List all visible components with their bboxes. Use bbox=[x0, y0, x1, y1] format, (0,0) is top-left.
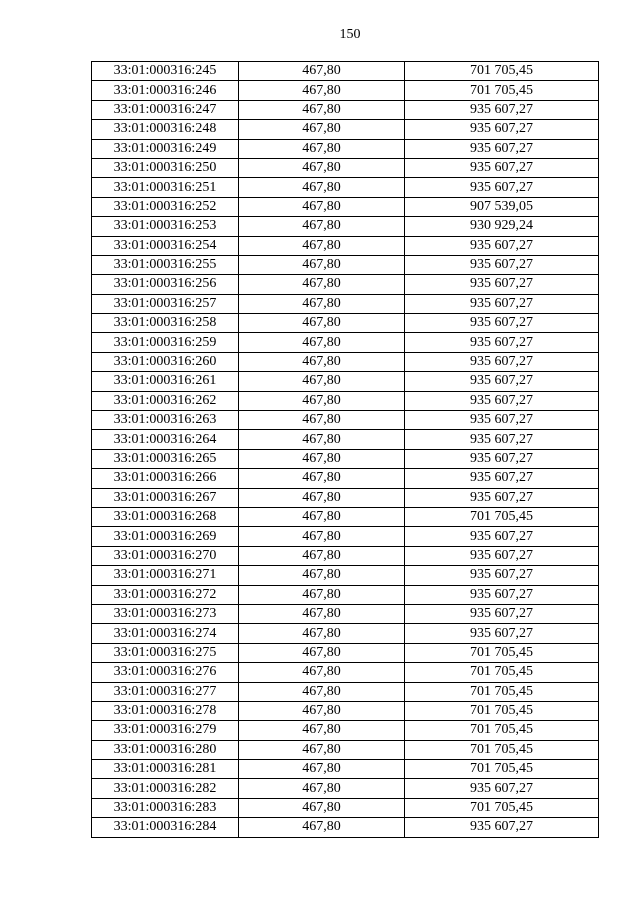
area-cell: 467,80 bbox=[239, 255, 405, 274]
value-cell: 701 705,45 bbox=[405, 81, 599, 100]
value-cell: 935 607,27 bbox=[405, 624, 599, 643]
value-cell: 907 539,05 bbox=[405, 197, 599, 216]
table-row bbox=[92, 449, 599, 468]
area-cell: 467,80 bbox=[239, 663, 405, 682]
area-cell: 467,80 bbox=[239, 236, 405, 255]
table-row bbox=[92, 488, 599, 507]
table-row bbox=[92, 158, 599, 177]
table-row bbox=[92, 236, 599, 255]
value-cell: 935 607,27 bbox=[405, 469, 599, 488]
table-row bbox=[92, 275, 599, 294]
area-cell: 467,80 bbox=[239, 275, 405, 294]
value-cell: 935 607,27 bbox=[405, 158, 599, 177]
table-row bbox=[92, 663, 599, 682]
table-row bbox=[92, 643, 599, 662]
area-cell: 467,80 bbox=[239, 546, 405, 565]
table-row bbox=[92, 372, 599, 391]
value-cell: 935 607,27 bbox=[405, 333, 599, 352]
area-cell: 467,80 bbox=[239, 139, 405, 158]
cadastral-number-cell: 33:01:000316:254 bbox=[92, 236, 239, 255]
value-cell: 701 705,45 bbox=[405, 62, 599, 81]
value-cell: 935 607,27 bbox=[405, 449, 599, 468]
table-row bbox=[92, 197, 599, 216]
table-row bbox=[92, 818, 599, 837]
value-cell: 935 607,27 bbox=[405, 411, 599, 430]
table-row bbox=[92, 255, 599, 274]
area-cell: 467,80 bbox=[239, 217, 405, 236]
page-number: 150 bbox=[339, 27, 361, 42]
table-row bbox=[92, 798, 599, 817]
value-cell: 930 929,24 bbox=[405, 217, 599, 236]
area-cell: 467,80 bbox=[239, 158, 405, 177]
value-cell: 935 607,27 bbox=[405, 430, 599, 449]
table-row bbox=[92, 391, 599, 410]
table-body bbox=[92, 62, 599, 838]
value-cell: 701 705,45 bbox=[405, 643, 599, 662]
table-row bbox=[92, 760, 599, 779]
cadastral-number-cell: 33:01:000316:266 bbox=[92, 469, 239, 488]
area-cell: 467,80 bbox=[239, 624, 405, 643]
value-cell: 935 607,27 bbox=[405, 294, 599, 313]
cadastral-number-cell: 33:01:000316:245 bbox=[92, 62, 239, 81]
cadastral-number-cell: 33:01:000316:271 bbox=[92, 566, 239, 585]
area-cell: 467,80 bbox=[239, 449, 405, 468]
value-cell: 701 705,45 bbox=[405, 798, 599, 817]
cadastral-number-cell: 33:01:000316:270 bbox=[92, 546, 239, 565]
cadastral-number-cell: 33:01:000316:279 bbox=[92, 721, 239, 740]
cadastral-number-cell: 33:01:000316:262 bbox=[92, 391, 239, 410]
area-cell: 467,80 bbox=[239, 469, 405, 488]
value-cell: 935 607,27 bbox=[405, 120, 599, 139]
table-row bbox=[92, 682, 599, 701]
cadastral-number-cell: 33:01:000316:281 bbox=[92, 760, 239, 779]
cadastral-number-cell: 33:01:000316:252 bbox=[92, 197, 239, 216]
table-row bbox=[92, 217, 599, 236]
area-cell: 467,80 bbox=[239, 62, 405, 81]
value-cell: 935 607,27 bbox=[405, 818, 599, 837]
cadastral-number-cell: 33:01:000316:264 bbox=[92, 430, 239, 449]
cadastral-number-cell: 33:01:000316:261 bbox=[92, 372, 239, 391]
area-cell: 467,80 bbox=[239, 333, 405, 352]
table-row bbox=[92, 721, 599, 740]
area-cell: 467,80 bbox=[239, 760, 405, 779]
value-cell: 935 607,27 bbox=[405, 546, 599, 565]
area-cell: 467,80 bbox=[239, 352, 405, 371]
area-cell: 467,80 bbox=[239, 585, 405, 604]
area-cell: 467,80 bbox=[239, 411, 405, 430]
area-cell: 467,80 bbox=[239, 100, 405, 119]
value-cell: 701 705,45 bbox=[405, 760, 599, 779]
value-cell: 935 607,27 bbox=[405, 527, 599, 546]
table-row bbox=[92, 81, 599, 100]
table-row bbox=[92, 624, 599, 643]
cadastral-number-cell: 33:01:000316:253 bbox=[92, 217, 239, 236]
value-cell: 701 705,45 bbox=[405, 682, 599, 701]
table-row bbox=[92, 294, 599, 313]
area-cell: 467,80 bbox=[239, 682, 405, 701]
area-cell: 467,80 bbox=[239, 701, 405, 720]
cadastral-number-cell: 33:01:000316:246 bbox=[92, 81, 239, 100]
cadastral-number-cell: 33:01:000316:265 bbox=[92, 449, 239, 468]
table-row bbox=[92, 507, 599, 526]
cadastral-number-cell: 33:01:000316:258 bbox=[92, 314, 239, 333]
area-cell: 467,80 bbox=[239, 721, 405, 740]
table-row bbox=[92, 62, 599, 81]
cadastral-number-cell: 33:01:000316:275 bbox=[92, 643, 239, 662]
table-row bbox=[92, 469, 599, 488]
value-cell: 935 607,27 bbox=[405, 314, 599, 333]
value-cell: 935 607,27 bbox=[405, 566, 599, 585]
value-cell: 935 607,27 bbox=[405, 178, 599, 197]
table-row bbox=[92, 430, 599, 449]
cadastral-number-cell: 33:01:000316:274 bbox=[92, 624, 239, 643]
cadastral-number-cell: 33:01:000316:247 bbox=[92, 100, 239, 119]
area-cell: 467,80 bbox=[239, 779, 405, 798]
area-cell: 467,80 bbox=[239, 818, 405, 837]
area-cell: 467,80 bbox=[239, 566, 405, 585]
cadastral-number-cell: 33:01:000316:248 bbox=[92, 120, 239, 139]
area-cell: 467,80 bbox=[239, 798, 405, 817]
table-row bbox=[92, 333, 599, 352]
area-cell: 467,80 bbox=[239, 178, 405, 197]
area-cell: 467,80 bbox=[239, 643, 405, 662]
area-cell: 467,80 bbox=[239, 294, 405, 313]
cadastral-number-cell: 33:01:000316:267 bbox=[92, 488, 239, 507]
value-cell: 935 607,27 bbox=[405, 391, 599, 410]
cadastral-number-cell: 33:01:000316:268 bbox=[92, 507, 239, 526]
cadastral-number-cell: 33:01:000316:283 bbox=[92, 798, 239, 817]
value-cell: 935 607,27 bbox=[405, 255, 599, 274]
area-cell: 467,80 bbox=[239, 81, 405, 100]
table-row bbox=[92, 566, 599, 585]
table-row bbox=[92, 779, 599, 798]
area-cell: 467,80 bbox=[239, 120, 405, 139]
table-row bbox=[92, 604, 599, 623]
parcel-table bbox=[91, 61, 599, 838]
area-cell: 467,80 bbox=[239, 314, 405, 333]
value-cell: 935 607,27 bbox=[405, 779, 599, 798]
table-row bbox=[92, 352, 599, 371]
table-row bbox=[92, 139, 599, 158]
value-cell: 935 607,27 bbox=[405, 585, 599, 604]
area-cell: 467,80 bbox=[239, 197, 405, 216]
table-row bbox=[92, 100, 599, 119]
value-cell: 701 705,45 bbox=[405, 663, 599, 682]
cadastral-number-cell: 33:01:000316:273 bbox=[92, 604, 239, 623]
table-row bbox=[92, 314, 599, 333]
value-cell: 935 607,27 bbox=[405, 275, 599, 294]
value-cell: 701 705,45 bbox=[405, 507, 599, 526]
area-cell: 467,80 bbox=[239, 740, 405, 759]
cadastral-number-cell: 33:01:000316:255 bbox=[92, 255, 239, 274]
table-row bbox=[92, 178, 599, 197]
area-cell: 467,80 bbox=[239, 391, 405, 410]
value-cell: 935 607,27 bbox=[405, 372, 599, 391]
cadastral-number-cell: 33:01:000316:282 bbox=[92, 779, 239, 798]
value-cell: 701 705,45 bbox=[405, 721, 599, 740]
cadastral-number-cell: 33:01:000316:260 bbox=[92, 352, 239, 371]
cadastral-number-cell: 33:01:000316:272 bbox=[92, 585, 239, 604]
cadastral-number-cell: 33:01:000316:263 bbox=[92, 411, 239, 430]
area-cell: 467,80 bbox=[239, 488, 405, 507]
value-cell: 935 607,27 bbox=[405, 352, 599, 371]
value-cell: 701 705,45 bbox=[405, 701, 599, 720]
value-cell: 935 607,27 bbox=[405, 100, 599, 119]
cadastral-number-cell: 33:01:000316:278 bbox=[92, 701, 239, 720]
cadastral-number-cell: 33:01:000316:257 bbox=[92, 294, 239, 313]
cadastral-number-cell: 33:01:000316:251 bbox=[92, 178, 239, 197]
cadastral-number-cell: 33:01:000316:277 bbox=[92, 682, 239, 701]
table-row bbox=[92, 411, 599, 430]
table-row bbox=[92, 527, 599, 546]
cadastral-number-cell: 33:01:000316:276 bbox=[92, 663, 239, 682]
area-cell: 467,80 bbox=[239, 430, 405, 449]
cadastral-number-cell: 33:01:000316:249 bbox=[92, 139, 239, 158]
cadastral-number-cell: 33:01:000316:280 bbox=[92, 740, 239, 759]
area-cell: 467,80 bbox=[239, 604, 405, 623]
cadastral-number-cell: 33:01:000316:269 bbox=[92, 527, 239, 546]
value-cell: 935 607,27 bbox=[405, 139, 599, 158]
table-row bbox=[92, 546, 599, 565]
cadastral-number-cell: 33:01:000316:284 bbox=[92, 818, 239, 837]
value-cell: 935 607,27 bbox=[405, 488, 599, 507]
value-cell: 701 705,45 bbox=[405, 740, 599, 759]
value-cell: 935 607,27 bbox=[405, 604, 599, 623]
cadastral-number-cell: 33:01:000316:250 bbox=[92, 158, 239, 177]
cadastral-number-cell: 33:01:000316:259 bbox=[92, 333, 239, 352]
cadastral-number-cell: 33:01:000316:256 bbox=[92, 275, 239, 294]
area-cell: 467,80 bbox=[239, 527, 405, 546]
table-row bbox=[92, 120, 599, 139]
table-row bbox=[92, 701, 599, 720]
value-cell: 935 607,27 bbox=[405, 236, 599, 255]
area-cell: 467,80 bbox=[239, 507, 405, 526]
area-cell: 467,80 bbox=[239, 372, 405, 391]
table-row bbox=[92, 740, 599, 759]
table-row bbox=[92, 585, 599, 604]
